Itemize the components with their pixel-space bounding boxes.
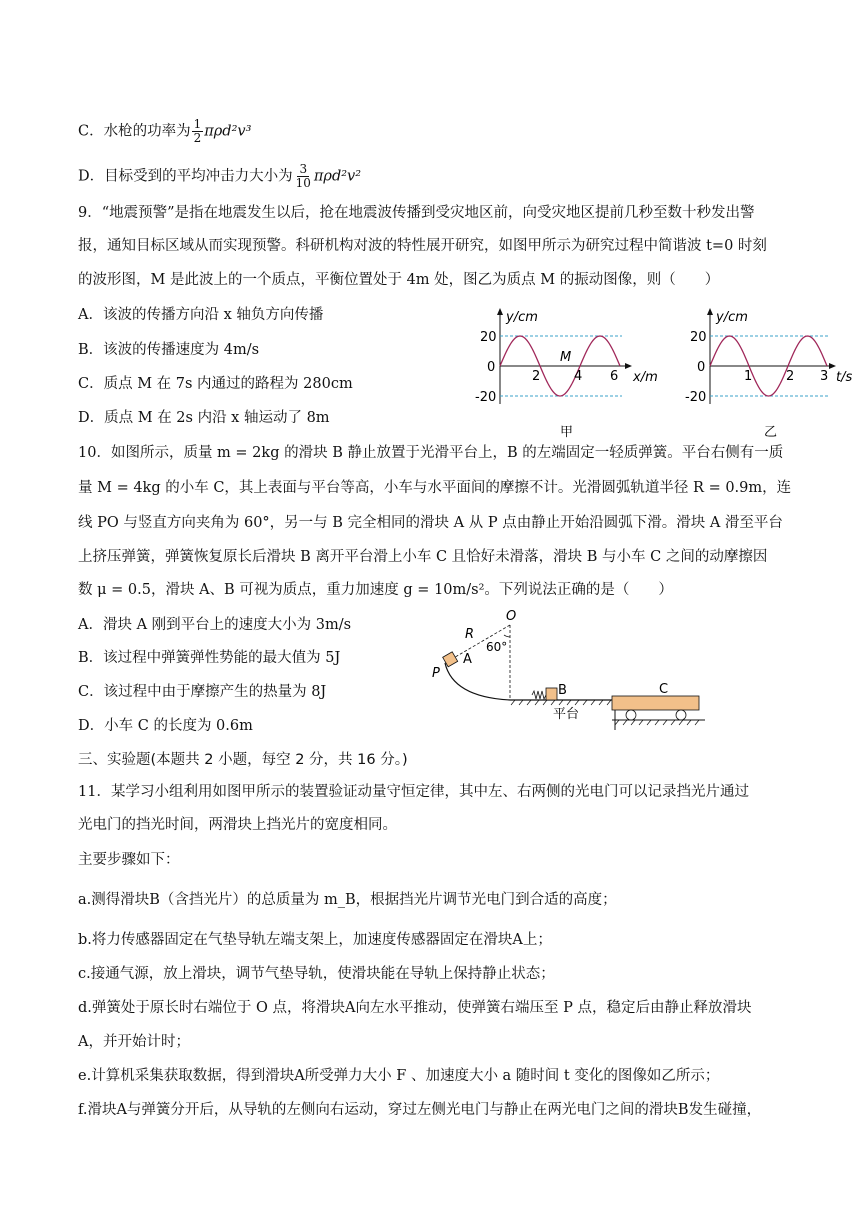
label-c: C	[659, 682, 669, 697]
x-tick-4: 4	[574, 369, 583, 384]
y-axis-arrow-icon	[707, 308, 713, 315]
platform-hatching	[511, 700, 611, 705]
q11-step-c: c.接通气源，放上滑块，调节气垫导轨，使滑块能在导轨上保持静止状态；	[78, 966, 555, 982]
q9-option-c: C．质点 M 在 7s 内通过的路程为 280cm	[78, 376, 353, 392]
q11-step-b: b.将力传感器固定在气垫导轨左端支架上，加速度传感器固定在滑块A上；	[78, 932, 552, 948]
q9-option-b: B．该波的传播速度为 4m/s	[78, 342, 260, 358]
q11-stem-line-1: 11．某学习小组利用如图甲所示的装置验证动量守恒定律，其中左、右两侧的光电门可以记录挡光片通过	[78, 784, 749, 800]
label-p: P	[432, 666, 440, 681]
q10-stem-line-1: 10．如图所示，质量 m = 2kg 的滑块 B 静止放置于光滑平台上，B 的左端固定一轻质弹簧。平台右侧有一质	[78, 445, 784, 461]
q9-stem-line-3: 的波形图，M 是此波上的一个质点，平衡位置处于 4m 处，图乙为质点 M 的振动图像，则（ ）	[78, 272, 720, 288]
cart-wheel-right	[676, 710, 686, 720]
y-tick-0: 0	[487, 360, 496, 375]
angle-arc	[504, 635, 510, 637]
q8-option-c-prefix: C．水枪的功率为	[78, 123, 191, 140]
t-axis-arrow-icon	[829, 363, 836, 369]
x-tick-2: 2	[532, 369, 541, 384]
section-3-heading: 三、实验题(本题共 2 小题，每空 2 分，共 16 分。)	[78, 752, 408, 768]
q8-option-d-prefix: D．目标受到的平均冲击力大小为	[78, 168, 293, 185]
q11-step-d-line-1: d.弹簧处于原长时右端位于 O 点，将滑块A向左水平推动，使弹簧右端压至 P 点，稳定后由静止释放滑块	[78, 1000, 752, 1016]
q10-stem-line-3: 线 PO 与竖直方向夹角为 60°，另一与 B 完全相同的滑块 A 从 P 点由静止开始沿圆弧下滑。滑块 A 滑至平台	[78, 515, 783, 531]
x-tick-6: 6	[610, 369, 619, 384]
q8-option-d	[78, 163, 361, 190]
figure-caption-yi: 乙	[764, 425, 778, 440]
q9-stem-line-1: 9．“地震预警”是指在地震发生以后，抢在地震波传播到受灾地区前，向受灾地区提前几秒至数十秒发出警	[78, 205, 755, 221]
q11-step-e: e.计算机采集获取数据，得到滑块A所受弹力大小 F 、加速度大小 a 随时间 t 变化的图像如乙所示；	[78, 1068, 720, 1084]
q10-stem-line-4: 上挤压弹簧，弹簧恢复原长后滑块 B 离开平台滑上小车 C 且恰好未滑落，滑块 B 与小车 C 之间的动摩擦因	[78, 549, 768, 565]
t-tick-1: 1	[744, 369, 753, 384]
fraction-denominator: 2	[193, 131, 202, 145]
q11-step-a: a.测得滑块B（含挡光片）的总质量为 m_B，根据挡光片调节光电门到合适的高度；	[78, 892, 617, 908]
q8-option-c	[78, 118, 251, 145]
y-tick-0: 0	[697, 360, 706, 375]
label-angle: 60°	[486, 640, 508, 654]
q8-option-c-fraction	[192, 118, 204, 145]
y-tick-neg20: -20	[475, 390, 497, 405]
y-tick-20: 20	[690, 330, 707, 345]
q9-option-d: D．质点 M 在 2s 内沿 x 轴运动了 8m	[78, 410, 330, 426]
q11-stem-line-2: 光电门的挡光时间，两滑块上挡光片的宽度相同。	[78, 817, 397, 833]
label-b: B	[558, 683, 567, 698]
label-platform: 平台	[553, 707, 580, 722]
label-r: R	[465, 627, 475, 642]
q11-steps-title: 主要步骤如下：	[78, 852, 180, 868]
fraction-numerator: 1	[193, 117, 202, 131]
q10-option-a: A．滑块 A 刚到平台上的速度大小为 3m/s	[78, 617, 352, 633]
y-axis-label: y/cm	[716, 310, 748, 325]
point-m-label: M	[560, 350, 572, 365]
q9-option-a: A．该波的传播方向沿 x 轴负方向传播	[78, 307, 324, 323]
x-axis-arrow-icon	[625, 363, 632, 369]
q10-option-c: C．该过程中由于摩擦产生的热量为 8J	[78, 684, 327, 700]
ground-hatching	[615, 720, 699, 725]
q10-stem-line-5: 数 μ = 0.5，滑块 A、B 可视为质点，重力加速度 g = 10m/s²。下列说法正确的是（ ）	[78, 582, 673, 598]
fraction-numerator: 3	[299, 162, 308, 176]
q11-step-f: f.滑块A与弹簧分开后，从导轨的左侧向右运动，穿过左侧光电门与静止在两光电门之间的滑块B发生碰撞，	[78, 1102, 762, 1118]
y-axis-arrow-icon	[497, 308, 503, 315]
q8-option-d-fraction	[294, 163, 313, 190]
t-axis-label: t/s	[836, 370, 853, 385]
t-tick-2: 2	[786, 369, 795, 384]
spring	[532, 691, 546, 699]
q11-step-d-line-2: A，并开始计时；	[78, 1034, 190, 1050]
fraction-denominator: 10	[295, 176, 311, 190]
q10-option-d: D．小车 C 的长度为 0.6m	[78, 718, 253, 734]
label-o: O	[506, 609, 517, 624]
figure-caption-jia: 甲	[560, 425, 574, 440]
q9-figure-jia	[470, 300, 660, 440]
q10-stem-line-2: 量 M = 4kg 的小车 C，其上表面与平台等高，小车与水平面间的摩擦不计。光滑圆弧轨道半径 R = 0.9m，连	[78, 480, 792, 496]
q9-stem-line-2: 报，通知目标区域从而实现预警。科研机构对波的特性展开研究，如图甲所示为研究过程中简谐波 t=0 时刻	[78, 238, 767, 254]
t-tick-3: 3	[820, 369, 829, 384]
label-a: A	[463, 652, 472, 667]
cart-c	[612, 696, 699, 710]
q8-option-c-expression: πρd²v³	[204, 123, 252, 140]
x-axis-label: x/m	[633, 370, 658, 385]
y-tick-20: 20	[480, 330, 497, 345]
cart-wheel-left	[626, 710, 636, 720]
y-axis-label: y/cm	[506, 310, 538, 325]
block-b	[546, 688, 557, 700]
q10-figure	[425, 605, 715, 735]
q10-option-b: B．该过程中弹簧弹性势能的最大值为 5J	[78, 650, 341, 666]
circular-track	[445, 663, 510, 700]
q8-option-d-expression: πρd²v²	[313, 168, 362, 185]
y-tick-neg20: -20	[685, 390, 707, 405]
q9-figure-yi	[680, 300, 860, 440]
